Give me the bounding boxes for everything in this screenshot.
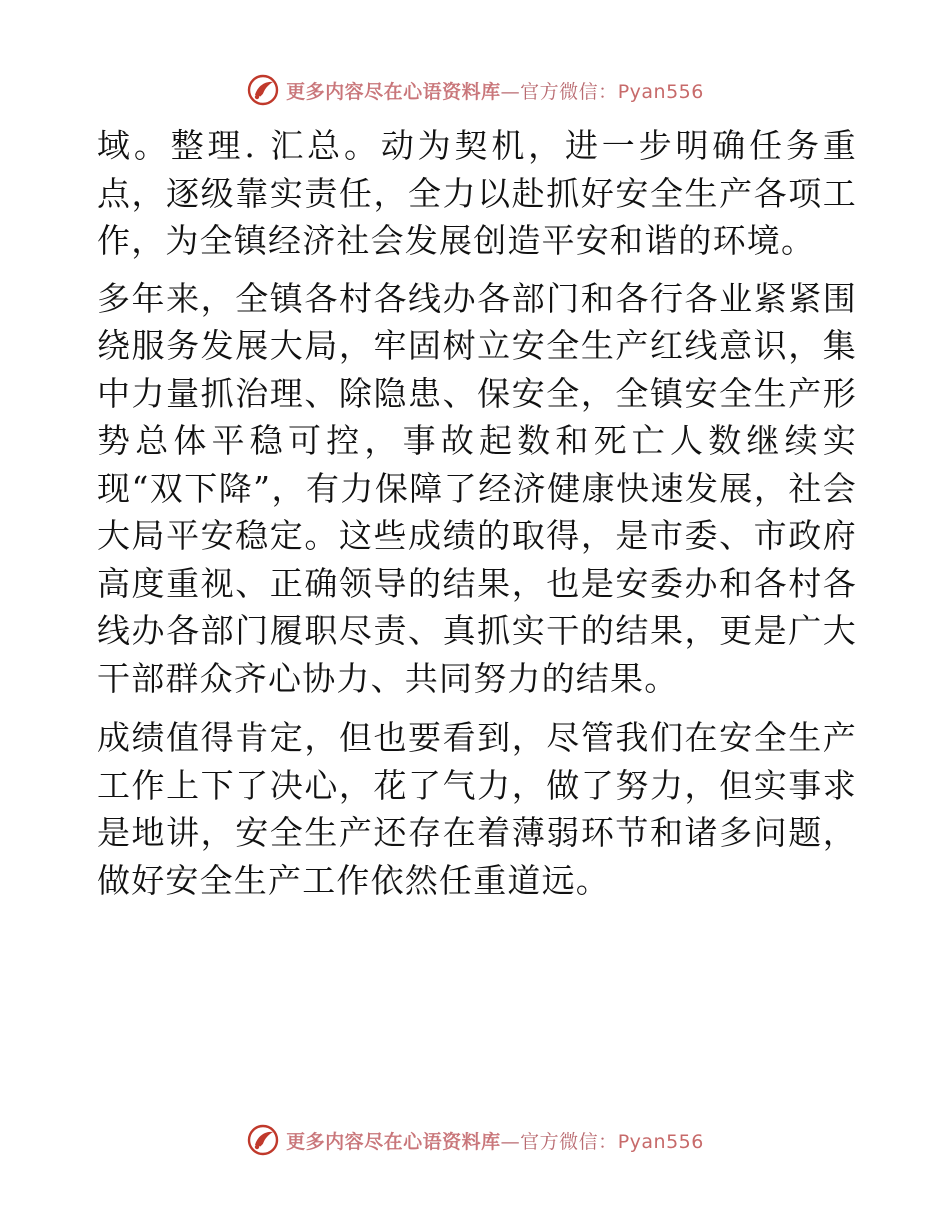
watermark-wechat-id: Pyan556 [617, 80, 704, 103]
paragraph-2: 多年来，全镇各村各线办各部门和各行各业紧紧围绕服务发展大局，牢固树立安全生产红线意识，集中力量抓治理、除隐患、保安全，全镇安全生产形势总体平稳可控，事故起数和死亡人数继续实现“双下降”，有力保障了经济健康快速发展，社会大局平安稳定。这些成绩的取得，是市委、市政府高度重视、正确领导的结果，也是安委办和各村各线办各部门履职尽责、真抓实干的结果，更是广大干部群众齐心协力、共同努力的结果。 [97, 278, 857, 698]
document-body [97, 122, 857, 904]
watermark-wechat-label: 官方微信： [520, 1130, 618, 1153]
watermark-text [286, 1127, 704, 1154]
paragraph-1: 域。整理. 汇总。动为契机，进一步明确任务重点，逐级靠实责任，全力以赴抓好安全生产各项工作，为全镇经济社会发展创造平安和谐的环境。 [97, 126, 857, 260]
watermark-wechat-label: 官方微信： [520, 80, 618, 103]
seal-logo-icon [246, 73, 280, 107]
footer-watermark [0, 1120, 950, 1160]
watermark-dash: — [500, 1130, 521, 1153]
paragraph-3: 成绩值得肯定，但也要看到，尽管我们在安全生产工作上下了决心，花了气力，做了努力，但实事求是地讲，安全生产还存在着薄弱环节和诸多问题，做好安全生产工作依然任重道远。 [97, 718, 857, 900]
watermark-site-name: 更多内容尽在心语资料库 [286, 80, 501, 103]
watermark-site-name: 更多内容尽在心语资料库 [286, 1130, 501, 1153]
watermark-dash: — [500, 80, 521, 103]
watermark-text [286, 77, 704, 104]
header-watermark [0, 70, 950, 110]
seal-logo-icon [246, 1123, 280, 1157]
watermark-wechat-id: Pyan556 [617, 1130, 704, 1153]
